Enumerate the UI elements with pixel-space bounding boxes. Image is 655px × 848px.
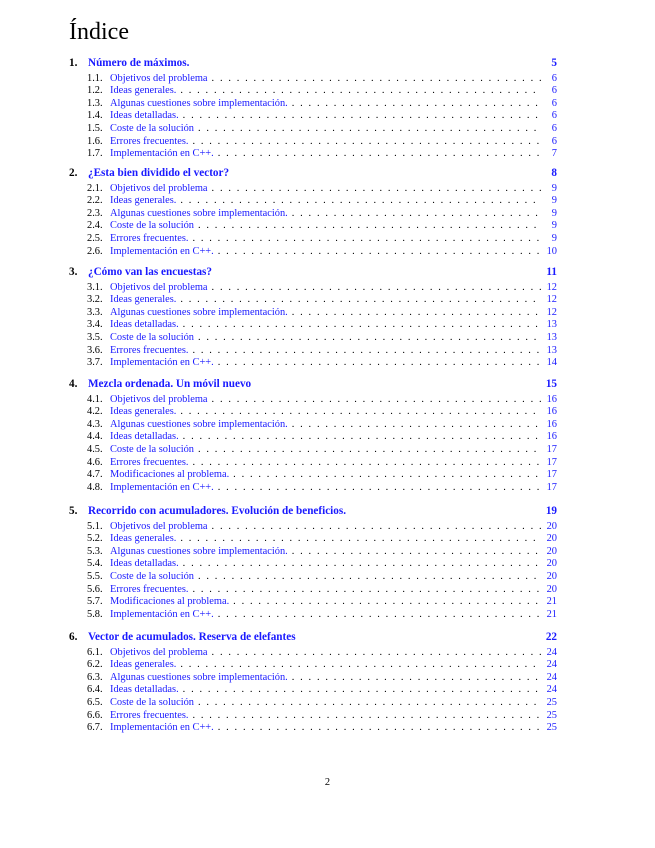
section-title-link[interactable]: Errores frecuentes. bbox=[110, 344, 189, 356]
section-title-link[interactable]: Objetivos del problema bbox=[110, 393, 208, 405]
section-page-link[interactable]: 6 bbox=[551, 85, 557, 97]
section-number: 3.3. bbox=[87, 306, 103, 318]
dot-leader bbox=[183, 557, 541, 570]
toc-section-entry[interactable] bbox=[69, 393, 557, 406]
section-page-link[interactable]: 21 bbox=[546, 596, 557, 608]
toc-section-entry[interactable] bbox=[69, 595, 557, 608]
chapter-title-link[interactable]: Mezcla ordenada. Un móvil nuevo bbox=[88, 378, 252, 390]
section-page-link[interactable]: 20 bbox=[546, 545, 557, 557]
section-number: 5.2. bbox=[87, 533, 103, 545]
section-number: 1.2. bbox=[87, 85, 103, 97]
section-title-link[interactable]: Algunas cuestiones sobre implementación. bbox=[110, 671, 288, 683]
section-page-link[interactable]: 13 bbox=[546, 331, 557, 343]
toc-section-entry[interactable] bbox=[69, 646, 557, 659]
section-page-link[interactable]: 16 bbox=[546, 431, 557, 443]
toc-section-entry[interactable] bbox=[69, 122, 557, 135]
section-page-link[interactable]: 20 bbox=[546, 533, 557, 545]
section-number: 4.8. bbox=[87, 481, 103, 493]
section-page-link[interactable]: 17 bbox=[546, 481, 557, 493]
chapter-number: 3. bbox=[69, 266, 78, 278]
section-title-link[interactable]: Implementación en C++. bbox=[110, 722, 214, 734]
section-number: 5.5. bbox=[87, 570, 103, 582]
dot-leader bbox=[180, 84, 541, 97]
section-title-link[interactable]: Algunas cuestiones sobre implementación. bbox=[110, 418, 288, 430]
dot-leader bbox=[183, 430, 541, 443]
section-title-link[interactable]: Objetivos del problema bbox=[110, 646, 208, 658]
toc-section-entry[interactable] bbox=[69, 481, 557, 494]
dot-leader bbox=[198, 696, 541, 709]
toc-section-entry[interactable] bbox=[69, 520, 557, 533]
toc-section-entry[interactable] bbox=[69, 109, 557, 122]
dot-leader bbox=[192, 456, 541, 469]
dot-leader bbox=[212, 182, 541, 195]
section-title-link[interactable]: Algunas cuestiones sobre implementación. bbox=[110, 545, 288, 557]
dot-leader bbox=[212, 281, 541, 294]
section-title-link[interactable]: Objetivos del problema bbox=[110, 182, 208, 194]
chapter-number: 6. bbox=[69, 631, 78, 643]
dot-leader bbox=[198, 122, 541, 135]
section-page-link[interactable]: 17 bbox=[546, 456, 557, 468]
section-number: 1.1. bbox=[87, 72, 103, 84]
toc-section-entry[interactable] bbox=[69, 245, 557, 258]
section-title-link[interactable]: Algunas cuestiones sobre implementación. bbox=[110, 97, 288, 109]
section-number: 6.3. bbox=[87, 671, 103, 683]
dot-leader bbox=[212, 72, 541, 85]
toc-section-entry[interactable] bbox=[69, 219, 557, 232]
dot-leader bbox=[180, 293, 541, 306]
section-number: 3.7. bbox=[87, 357, 103, 369]
toc-section-entry[interactable] bbox=[69, 418, 557, 431]
section-number: 5.3. bbox=[87, 545, 103, 557]
chapter-page-link[interactable]: 5 bbox=[551, 57, 557, 69]
toc-section-entry[interactable] bbox=[69, 709, 557, 722]
section-page-link[interactable]: 6 bbox=[551, 110, 557, 122]
section-title-link[interactable]: Modificaciones al problema. bbox=[110, 596, 230, 608]
section-number: 5.6. bbox=[87, 583, 103, 595]
toc-section-entry[interactable] bbox=[69, 721, 557, 734]
toc-section-entry[interactable] bbox=[69, 331, 557, 344]
toc-section-entry[interactable] bbox=[69, 443, 557, 456]
section-page-link[interactable]: 6 bbox=[551, 122, 557, 134]
chapter-number: 5. bbox=[69, 505, 78, 517]
section-number: 5.7. bbox=[87, 596, 103, 608]
section-number: 6.2. bbox=[87, 659, 103, 671]
section-page-link[interactable]: 9 bbox=[551, 232, 557, 244]
chapter-title-link[interactable]: Número de máximos. bbox=[88, 57, 190, 69]
section-number: 2.5. bbox=[87, 232, 103, 244]
section-page-link[interactable]: 14 bbox=[546, 357, 557, 369]
toc-section-entry[interactable] bbox=[69, 293, 557, 306]
section-page-link[interactable]: 17 bbox=[546, 469, 557, 481]
dot-leader bbox=[192, 709, 541, 722]
section-number: 3.2. bbox=[87, 294, 103, 306]
section-number: 2.6. bbox=[87, 245, 103, 257]
dot-leader bbox=[180, 658, 541, 671]
section-title-link[interactable]: Implementación en C++. bbox=[110, 148, 214, 160]
section-number: 5.8. bbox=[87, 608, 103, 620]
section-page-link[interactable]: 13 bbox=[546, 344, 557, 356]
section-page-link[interactable]: 16 bbox=[546, 393, 557, 405]
section-number: 4.3. bbox=[87, 418, 103, 430]
section-page-link[interactable]: 9 bbox=[551, 207, 557, 219]
section-number: 4.5. bbox=[87, 443, 103, 455]
section-title-link[interactable]: Ideas generales. bbox=[110, 294, 177, 306]
section-title-link[interactable]: Coste de la solución bbox=[110, 220, 194, 232]
toc-section-entry[interactable] bbox=[69, 84, 557, 97]
section-number: 4.4. bbox=[87, 431, 103, 443]
section-number: 4.6. bbox=[87, 456, 103, 468]
section-number: 4.2. bbox=[87, 406, 103, 418]
toc-section-entry[interactable] bbox=[69, 182, 557, 195]
dot-leader bbox=[292, 207, 541, 220]
section-title-link[interactable]: Algunas cuestiones sobre implementación. bbox=[110, 207, 288, 219]
toc-chapter-entry[interactable] bbox=[69, 631, 557, 644]
section-number: 1.4. bbox=[87, 110, 103, 122]
section-title-link[interactable]: Errores frecuentes. bbox=[110, 232, 189, 244]
dot-leader bbox=[192, 344, 541, 357]
chapter-title-link[interactable]: Vector de acumulados. Reserva de elefantes bbox=[88, 631, 296, 643]
section-title-link[interactable]: Objetivos del problema bbox=[110, 72, 208, 84]
section-page-link[interactable]: 21 bbox=[546, 608, 557, 620]
section-page-link[interactable]: 7 bbox=[551, 148, 557, 160]
section-number: 1.3. bbox=[87, 97, 103, 109]
toc-section-entry[interactable] bbox=[69, 405, 557, 418]
section-title-link[interactable]: Implementación en C++. bbox=[110, 481, 214, 493]
section-title-link[interactable]: Implementación en C++. bbox=[110, 608, 214, 620]
section-title-link[interactable]: Errores frecuentes. bbox=[110, 583, 189, 595]
section-number: 4.1. bbox=[87, 393, 103, 405]
dot-leader bbox=[292, 306, 541, 319]
section-page-link[interactable]: 6 bbox=[551, 135, 557, 147]
section-title-link[interactable]: Objetivos del problema bbox=[110, 281, 208, 293]
page-number: 2 bbox=[324, 777, 331, 788]
section-title-link[interactable]: Coste de la solución bbox=[110, 331, 194, 343]
section-title-link[interactable]: Ideas generales. bbox=[110, 195, 177, 207]
section-number: 5.4. bbox=[87, 558, 103, 570]
section-number: 3.1. bbox=[87, 281, 103, 293]
section-page-link[interactable]: 12 bbox=[546, 281, 557, 293]
dot-leader bbox=[218, 147, 541, 160]
toc-section-entry[interactable] bbox=[69, 570, 557, 583]
dot-leader bbox=[180, 532, 541, 545]
section-title-link[interactable]: Algunas cuestiones sobre implementación. bbox=[110, 306, 288, 318]
chapter-page-link[interactable]: 11 bbox=[546, 266, 557, 278]
section-page-link[interactable]: 25 bbox=[546, 709, 557, 721]
chapter-title-link[interactable]: Recorrido con acumuladores. Evolución de beneficios. bbox=[88, 505, 347, 517]
toc-section-entry[interactable] bbox=[69, 456, 557, 469]
toc-section-entry[interactable] bbox=[69, 281, 557, 294]
dot-leader bbox=[218, 245, 541, 258]
toc-chapter-entry[interactable] bbox=[69, 57, 557, 70]
section-title-link[interactable]: Ideas detalladas. bbox=[110, 431, 179, 443]
dot-leader bbox=[192, 583, 541, 596]
toc-section-entry[interactable] bbox=[69, 608, 557, 621]
toc-section-entry[interactable] bbox=[69, 306, 557, 319]
section-number: 1.7. bbox=[87, 148, 103, 160]
toc-section-entry[interactable] bbox=[69, 683, 557, 696]
section-page-link[interactable]: 25 bbox=[546, 722, 557, 734]
chapter-page-link[interactable]: 8 bbox=[551, 167, 557, 179]
dot-leader bbox=[198, 331, 541, 344]
dot-leader bbox=[180, 194, 541, 207]
chapter-number: 2. bbox=[69, 167, 78, 179]
dot-leader bbox=[183, 109, 541, 122]
dot-leader bbox=[233, 595, 541, 608]
toc-section-entry[interactable] bbox=[69, 430, 557, 443]
section-title-link[interactable]: Coste de la solución bbox=[110, 443, 194, 455]
section-number: 1.5. bbox=[87, 122, 103, 134]
toc-section-entry[interactable] bbox=[69, 135, 557, 148]
section-number: 3.5. bbox=[87, 331, 103, 343]
section-number: 6.4. bbox=[87, 684, 103, 696]
section-page-link[interactable]: 24 bbox=[546, 671, 557, 683]
chapter-page-link[interactable]: 22 bbox=[545, 631, 557, 643]
section-page-link[interactable]: 12 bbox=[546, 306, 557, 318]
section-title-link[interactable]: Ideas detalladas. bbox=[110, 110, 179, 122]
chapter-page-link[interactable]: 19 bbox=[545, 505, 557, 517]
chapter-title-link[interactable]: ¿Cómo van las encuestas? bbox=[88, 266, 212, 278]
section-page-link[interactable]: 9 bbox=[551, 195, 557, 207]
section-page-link[interactable]: 24 bbox=[546, 684, 557, 696]
dot-leader bbox=[292, 545, 541, 558]
section-title-link[interactable]: Ideas detalladas. bbox=[110, 319, 179, 331]
section-page-link[interactable]: 20 bbox=[546, 570, 557, 582]
section-title-link[interactable]: Implementación en C++. bbox=[110, 245, 214, 257]
section-number: 2.1. bbox=[87, 182, 103, 194]
section-page-link[interactable]: 25 bbox=[546, 696, 557, 708]
section-title-link[interactable]: Coste de la solución bbox=[110, 570, 194, 582]
toc-chapter-entry[interactable] bbox=[69, 378, 557, 391]
dot-leader bbox=[218, 721, 541, 734]
section-page-link[interactable]: 20 bbox=[546, 558, 557, 570]
toc-section-entry[interactable] bbox=[69, 658, 557, 671]
section-number: 2.4. bbox=[87, 220, 103, 232]
section-number: 4.7. bbox=[87, 469, 103, 481]
section-title-link[interactable]: Errores frecuentes. bbox=[110, 135, 189, 147]
toc-section-entry[interactable] bbox=[69, 557, 557, 570]
toc-section-entry[interactable] bbox=[69, 318, 557, 331]
section-title-link[interactable]: Objetivos del problema bbox=[110, 520, 208, 532]
dot-leader bbox=[292, 418, 541, 431]
dot-leader bbox=[292, 671, 541, 684]
section-title-link[interactable]: Coste de la solución bbox=[110, 696, 194, 708]
section-title-link[interactable]: Modificaciones al problema. bbox=[110, 469, 230, 481]
toc-section-entry[interactable] bbox=[69, 72, 557, 85]
section-title-link[interactable]: Ideas generales. bbox=[110, 533, 177, 545]
section-title-link[interactable]: Implementación en C++. bbox=[110, 357, 214, 369]
section-page-link[interactable]: 12 bbox=[546, 294, 557, 306]
dot-leader bbox=[292, 97, 541, 110]
section-number: 6.6. bbox=[87, 709, 103, 721]
section-title-link[interactable]: Ideas detalladas. bbox=[110, 684, 179, 696]
page-title: Índice bbox=[69, 19, 129, 45]
section-title-link[interactable]: Ideas generales. bbox=[110, 85, 177, 97]
section-number: 3.6. bbox=[87, 344, 103, 356]
chapter-number: 4. bbox=[69, 378, 78, 390]
dot-leader bbox=[180, 405, 541, 418]
toc-section-entry[interactable] bbox=[69, 194, 557, 207]
section-page-link[interactable]: 20 bbox=[546, 583, 557, 595]
section-title-link[interactable]: Ideas detalladas. bbox=[110, 558, 179, 570]
section-page-link[interactable]: 13 bbox=[546, 319, 557, 331]
dot-leader bbox=[183, 318, 541, 331]
section-title-link[interactable]: Errores frecuentes. bbox=[110, 456, 189, 468]
toc-section-entry[interactable] bbox=[69, 147, 557, 160]
section-number: 6.5. bbox=[87, 696, 103, 708]
dot-leader bbox=[212, 393, 541, 406]
section-page-link[interactable]: 16 bbox=[546, 406, 557, 418]
dot-leader bbox=[218, 608, 541, 621]
section-title-link[interactable]: Ideas generales. bbox=[110, 406, 177, 418]
section-page-link[interactable]: 16 bbox=[546, 418, 557, 430]
section-title-link[interactable]: Coste de la solución bbox=[110, 122, 194, 134]
toc-chapter-entry[interactable] bbox=[69, 266, 557, 279]
toc-section-entry[interactable] bbox=[69, 583, 557, 596]
section-page-link[interactable]: 6 bbox=[551, 97, 557, 109]
dot-leader bbox=[192, 232, 541, 245]
toc-section-entry[interactable] bbox=[69, 696, 557, 709]
dot-leader bbox=[212, 520, 541, 533]
chapter-number: 1. bbox=[69, 57, 78, 69]
toc-section-entry[interactable] bbox=[69, 356, 557, 369]
section-number: 3.4. bbox=[87, 319, 103, 331]
section-page-link[interactable]: 24 bbox=[546, 659, 557, 671]
section-number: 2.2. bbox=[87, 195, 103, 207]
dot-leader bbox=[218, 481, 541, 494]
section-page-link[interactable]: 24 bbox=[546, 646, 557, 658]
section-number: 6.1. bbox=[87, 646, 103, 658]
dot-leader bbox=[198, 443, 541, 456]
dot-leader bbox=[198, 219, 541, 232]
toc-section-entry[interactable] bbox=[69, 545, 557, 558]
dot-leader bbox=[212, 646, 541, 659]
section-number: 1.6. bbox=[87, 135, 103, 147]
section-number: 5.1. bbox=[87, 520, 103, 532]
toc-chapter-entry[interactable] bbox=[69, 167, 557, 180]
section-page-link[interactable]: 6 bbox=[551, 72, 557, 84]
section-page-link[interactable]: 9 bbox=[551, 220, 557, 232]
section-title-link[interactable]: Errores frecuentes. bbox=[110, 709, 189, 721]
toc-section-entry[interactable] bbox=[69, 97, 557, 110]
toc-section-entry[interactable] bbox=[69, 532, 557, 545]
chapter-title-link[interactable]: ¿Esta bien dividido el vector? bbox=[88, 167, 230, 179]
dot-leader bbox=[233, 468, 541, 481]
section-page-link[interactable]: 20 bbox=[546, 520, 557, 532]
toc-section-entry[interactable] bbox=[69, 232, 557, 245]
section-number: 6.7. bbox=[87, 722, 103, 734]
chapter-page-link[interactable]: 15 bbox=[545, 378, 557, 390]
section-number: 2.3. bbox=[87, 207, 103, 219]
toc-section-entry[interactable] bbox=[69, 344, 557, 357]
toc-section-entry[interactable] bbox=[69, 207, 557, 220]
section-page-link[interactable]: 17 bbox=[546, 443, 557, 455]
section-title-link[interactable]: Ideas generales. bbox=[110, 659, 177, 671]
dot-leader bbox=[218, 356, 541, 369]
section-page-link[interactable]: 9 bbox=[551, 182, 557, 194]
toc-section-entry[interactable] bbox=[69, 671, 557, 684]
dot-leader bbox=[192, 135, 541, 148]
section-page-link[interactable]: 10 bbox=[546, 245, 557, 257]
toc-chapter-entry[interactable] bbox=[69, 505, 557, 518]
dot-leader bbox=[198, 570, 541, 583]
dot-leader bbox=[183, 683, 541, 696]
toc-section-entry[interactable] bbox=[69, 468, 557, 481]
